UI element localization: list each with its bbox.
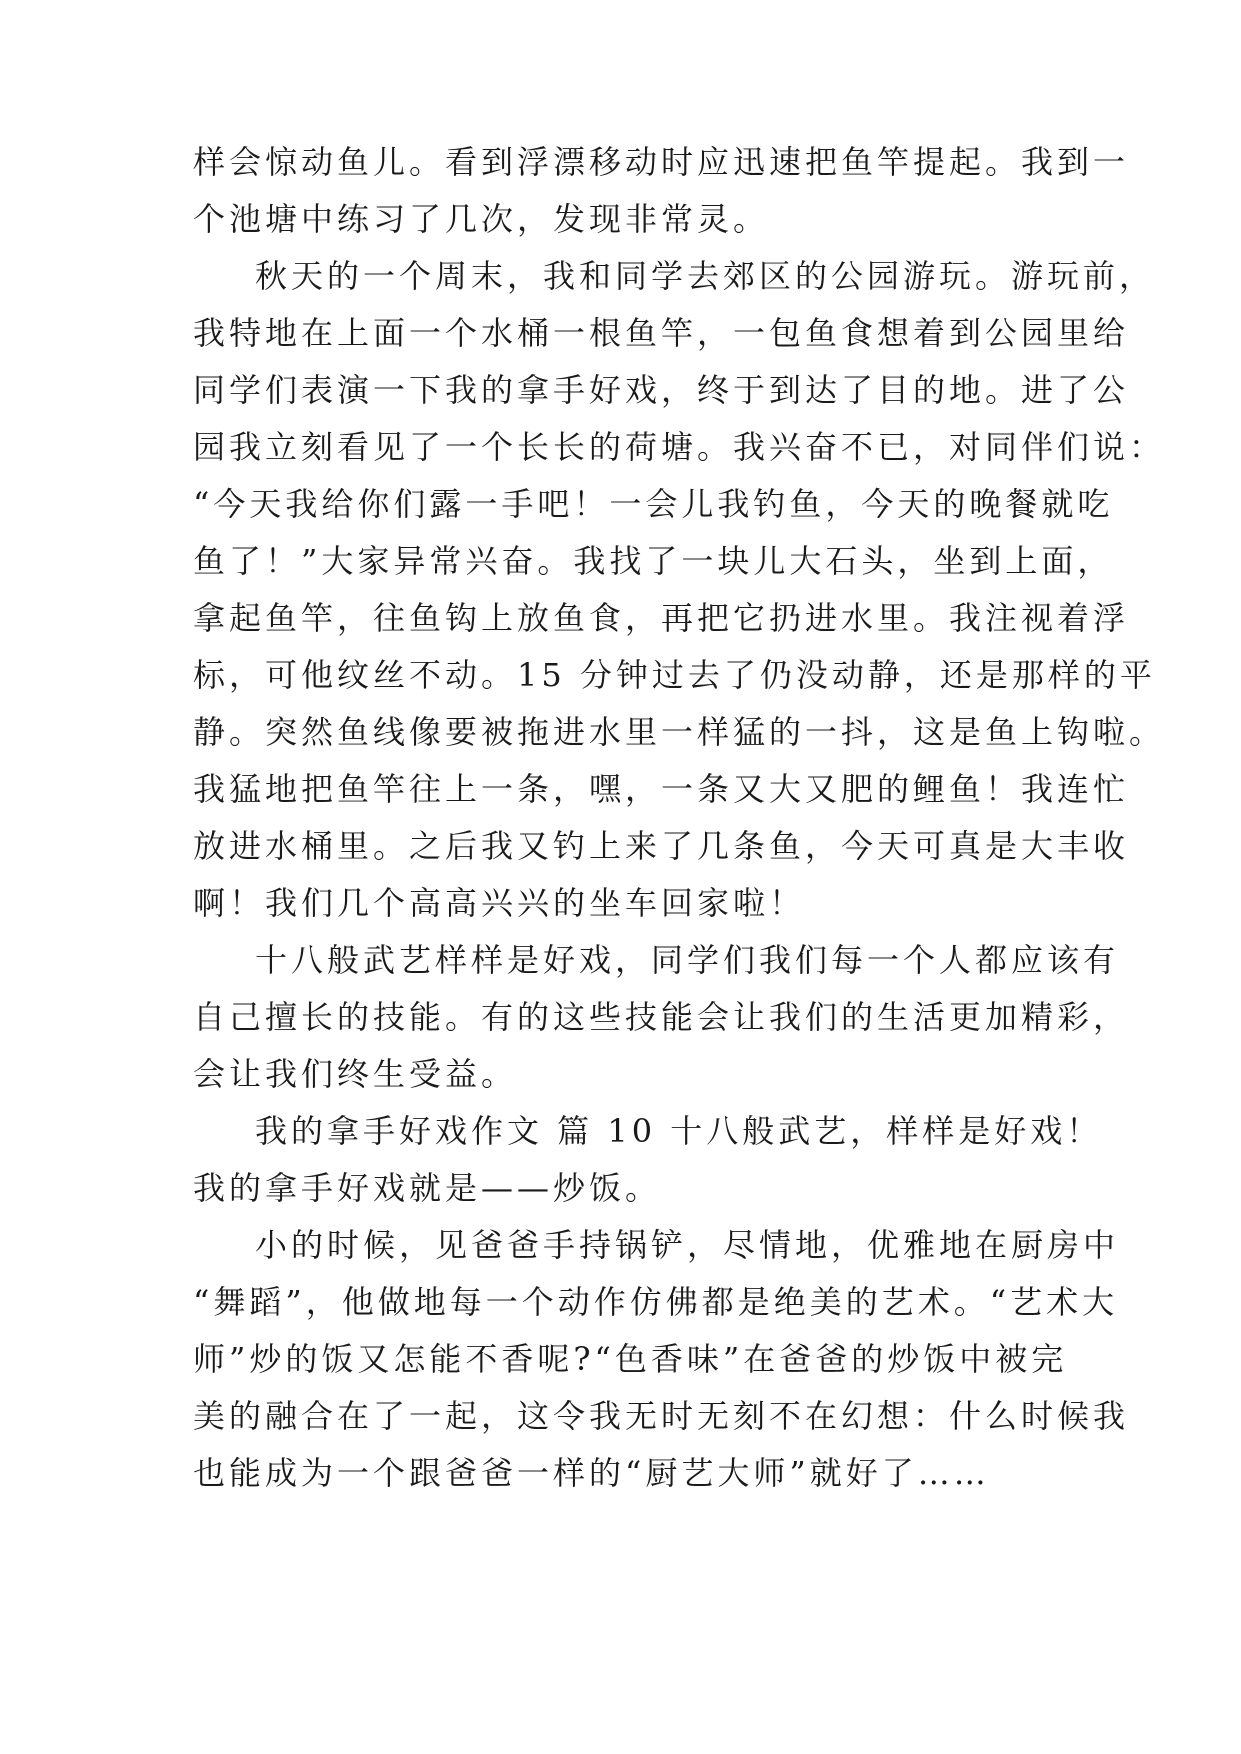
text-line: 拿起鱼竿，往鱼钩上放鱼食，再把它扔进水里。我注视着浮: [193, 599, 1130, 637]
text-line: 会让我们终生受益。: [193, 1055, 518, 1093]
section-heading-line: 我的拿手好戏作文 篇 10 十八般武艺，样样是好戏！: [255, 1112, 1103, 1150]
text-line: “舞蹈”，他做地每一个动作仿佛都是绝美的艺术。“艺术大: [193, 1283, 1119, 1321]
text-line: 同学们表演一下我的拿手好戏，终于到达了目的地。进了公: [193, 371, 1130, 409]
text-line: 我特地在上面一个水桶一根鱼竿，一包鱼食想着到公园里给: [193, 314, 1130, 352]
paragraph-start-line: 小的时候，见爸爸手持锅铲，尽情地，优雅地在厨房中: [255, 1226, 1120, 1264]
text-line: 放进水桶里。之后我又钓上来了几条鱼，今天可真是大丰收: [193, 827, 1130, 865]
text-line: 园我立刻看见了一个长长的荷塘。我兴奋不已，对同伴们说：: [193, 428, 1166, 466]
text-line: 静。突然鱼线像要被拖进水里一样猛的一抖，这是鱼上钩啦。: [193, 713, 1166, 751]
paragraph-start-line: 十八般武艺样样是好戏，同学们我们每一个人都应该有: [255, 941, 1120, 979]
text-line: 鱼了！”大家异常兴奋。我找了一块儿大石头，坐到上面，: [193, 542, 1114, 580]
text-line: 标，可他纹丝不动。15 分钟过去了仍没动静，还是那样的平: [193, 656, 1156, 694]
text-line: 啊！我们几个高高兴兴的坐车回家啦！: [193, 884, 806, 922]
text-line: 个池塘中练习了几次，发现非常灵。: [193, 200, 770, 238]
text-line: 样会惊动鱼儿。看到浮漂移动时应迅速把鱼竿提起。我到一: [193, 143, 1130, 181]
text-line: 我猛地把鱼竿往上一条，嘿，一条又大又肥的鲤鱼！我连忙: [193, 770, 1130, 808]
text-line: 师”炒的饭又怎能不香呢?“色香味”在爸爸的炒饭中被完: [193, 1340, 1068, 1378]
text-line: 自己擅长的技能。有的这些技能会让我们的生活更加精彩，: [193, 998, 1130, 1036]
text-line: “今天我给你们露一手吧！一会儿我钓鱼，今天的晚餐就吃: [193, 485, 1114, 523]
paragraph-start-line: 秋天的一个周末，我和同学去郊区的公园游玩。游玩前，: [255, 257, 1156, 295]
text-line: 也能成为一个跟爸爸一样的“厨艺大师”就好了……: [193, 1454, 990, 1492]
text-line: 我的拿手好戏就是——炒饭。: [193, 1169, 662, 1207]
text-line: 美的融合在了一起，这令我无时无刻不在幻想：什么时候我: [193, 1397, 1130, 1435]
